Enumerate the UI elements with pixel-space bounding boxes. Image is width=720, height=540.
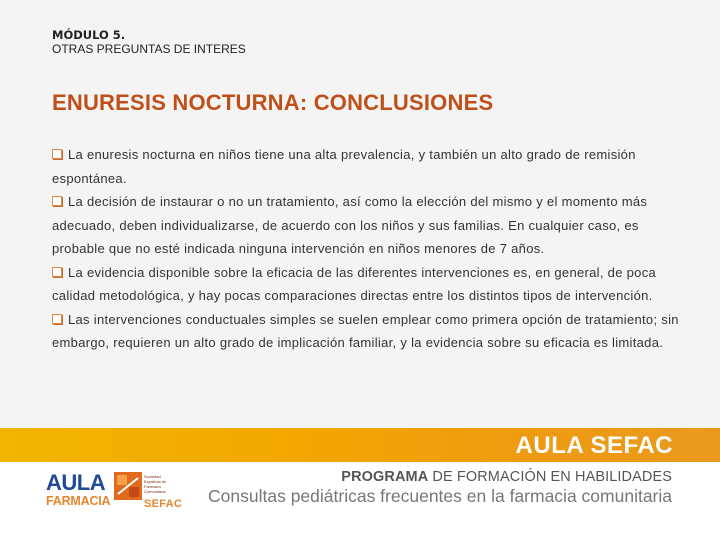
logo-aula-text: AULA — [46, 470, 106, 495]
module-header — [52, 28, 246, 56]
aula-farmacia-logo — [46, 470, 111, 512]
conclusions-list — [52, 143, 682, 355]
checkbox-square-icon — [52, 267, 62, 277]
logo-farmacia-text: FARMACIA — [46, 494, 111, 508]
footer — [0, 462, 720, 540]
banner-brand: AULA SEFAC — [515, 432, 673, 459]
program-title — [208, 468, 672, 506]
list-item — [52, 143, 682, 190]
list-item-text: La decisión de instaurar o no un tratamiento, así como la elección del mismo y el momento más adecuado, deben individualizarse, de acuerdo con los niños y sus familias. En cualquier caso, es probable que no esté indicada ninguna intervención en niños menores de 7 años. — [52, 194, 648, 256]
module-number: MÓDULO 5. — [52, 28, 126, 42]
program-line-1 — [208, 468, 672, 486]
sefac-wordmark: SEFAC — [144, 498, 183, 510]
checkbox-square-icon — [52, 314, 62, 324]
checkbox-square-icon — [52, 149, 62, 159]
checkbox-square-icon — [52, 196, 62, 206]
list-item-text: La enuresis nocturna en niños tiene una alta prevalencia, y también un alto grado de remisión espontánea. — [52, 147, 636, 186]
sefac-society-name: Sociedad Española de Farmacia Comunitaria — [144, 474, 167, 494]
list-item-text: Las intervenciones conductuales simples se suelen emplear como primera opción de tratamiento; sin embargo, requieren un alto grado de implicación familiar, y la evidencia sobre su eficacia es limitada. — [52, 311, 679, 350]
program-line-2: Consultas pediátricas frecuentes en la farmacia comunitaria — [208, 486, 672, 506]
list-item — [52, 190, 682, 261]
sefac-logo-icon — [114, 472, 142, 500]
page-title: ENURESIS NOCTURNA: CONCLUSIONES — [52, 90, 494, 115]
list-item — [52, 308, 682, 355]
program-rest: DE FORMACIÓN EN HABILIDADES — [428, 469, 672, 485]
sefac-logo — [114, 472, 183, 516]
program-bold: PROGRAMA — [341, 469, 429, 485]
list-item — [52, 261, 682, 308]
brand-banner — [0, 428, 720, 462]
list-item-text: La evidencia disponible sobre la eficacia de las diferentes intervenciones es, en general, de poca calidad metodológica, y hay pocas comparaciones directas entre los distintos tipos de intervención. — [52, 264, 657, 303]
module-subtitle: OTRAS PREGUNTAS DE INTERES — [52, 42, 246, 56]
